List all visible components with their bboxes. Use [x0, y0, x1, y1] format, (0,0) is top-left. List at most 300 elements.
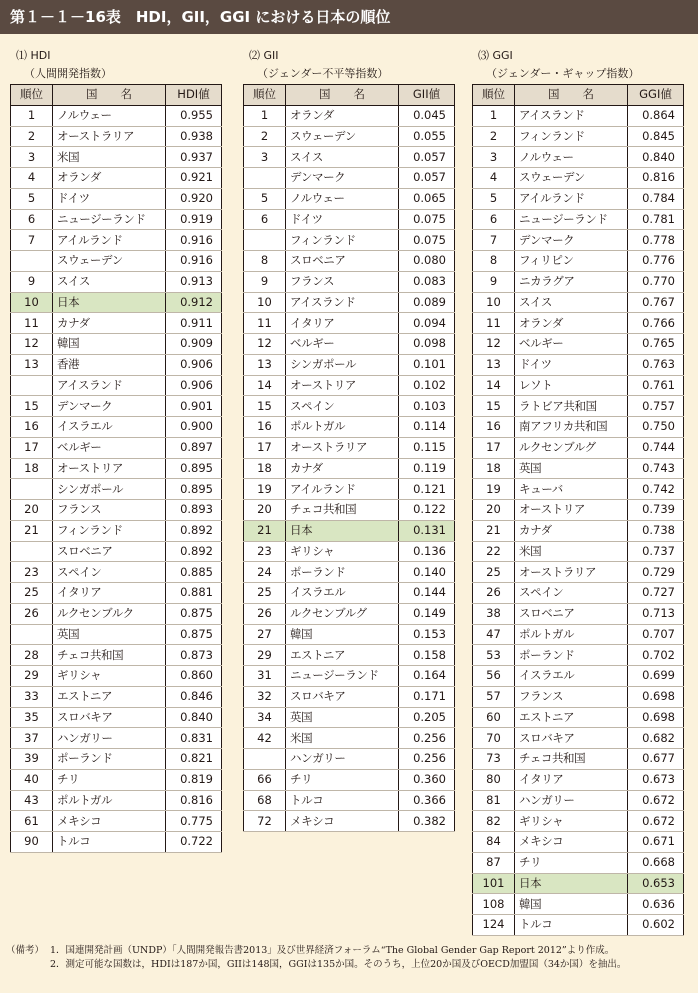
table-row [244, 147, 455, 168]
value-cell: 0.672 [628, 790, 684, 811]
rank-cell: 68 [244, 790, 286, 811]
country-cell: スロバキア [286, 686, 399, 707]
table-row [11, 769, 222, 790]
country-cell: オランダ [286, 105, 399, 126]
value-cell: 0.763 [628, 354, 684, 375]
rank-cell: 17 [473, 437, 515, 458]
country-cell: アイルランド [53, 230, 166, 251]
rank-cell: 13 [244, 354, 286, 375]
country-cell: オーストリア [53, 458, 166, 479]
value-cell: 0.916 [166, 230, 222, 251]
value-cell: 0.671 [628, 832, 684, 853]
table-header-row [473, 85, 684, 106]
page-title: 第１－１－16表 HDI，GII，GGI における日本の順位 [0, 0, 698, 34]
country-cell: エストニア [286, 645, 399, 666]
country-cell: チェコ共和国 [53, 645, 166, 666]
table-row [244, 271, 455, 292]
country-cell: オランダ [515, 313, 628, 334]
country-cell: スペイン [53, 562, 166, 583]
header-value: GII値 [399, 85, 455, 106]
value-cell: 0.816 [628, 168, 684, 189]
country-cell: オーストラリア [286, 437, 399, 458]
rank-cell: 9 [244, 271, 286, 292]
table-row [473, 603, 684, 624]
rank-cell: 13 [473, 354, 515, 375]
rank-cell [244, 230, 286, 251]
table-row [244, 728, 455, 749]
table-row [244, 354, 455, 375]
table-row-japan [473, 873, 684, 894]
country-cell: オーストラリア [53, 126, 166, 147]
country-cell: トルコ [286, 790, 399, 811]
country-cell: イスラエル [53, 417, 166, 438]
rank-cell: 29 [11, 666, 53, 687]
rank-cell: 3 [244, 147, 286, 168]
table-row [244, 562, 455, 583]
country-cell: アイスランド [53, 375, 166, 396]
value-cell: 0.698 [628, 707, 684, 728]
country-cell: フィンランド [53, 520, 166, 541]
table-row [11, 562, 222, 583]
table-row [244, 811, 455, 832]
value-cell: 0.906 [166, 354, 222, 375]
rank-cell: 25 [473, 562, 515, 583]
country-cell: 日本 [53, 292, 166, 313]
table-row [11, 313, 222, 334]
table-row [11, 749, 222, 770]
table-row [473, 375, 684, 396]
table-row [473, 666, 684, 687]
value-cell: 0.921 [166, 168, 222, 189]
gii-label: ⑵ GII [249, 49, 279, 62]
rank-cell: 18 [473, 458, 515, 479]
value-cell: 0.765 [628, 334, 684, 355]
value-cell: 0.131 [399, 520, 455, 541]
country-cell: ベルギー [53, 437, 166, 458]
rank-cell: 18 [11, 458, 53, 479]
rank-cell: 23 [244, 541, 286, 562]
table-row [11, 168, 222, 189]
country-cell: ハンガリー [286, 749, 399, 770]
rank-cell: 10 [244, 292, 286, 313]
value-cell: 0.055 [399, 126, 455, 147]
table-row [473, 520, 684, 541]
value-cell: 0.875 [166, 603, 222, 624]
table-row [473, 313, 684, 334]
country-cell: スロベニア [53, 541, 166, 562]
country-cell: チリ [515, 852, 628, 873]
rank-cell: 9 [473, 271, 515, 292]
table-row [473, 707, 684, 728]
table-row [11, 354, 222, 375]
table-row [11, 583, 222, 604]
value-cell: 0.911 [166, 313, 222, 334]
table-row [473, 251, 684, 272]
value-cell: 0.158 [399, 645, 455, 666]
rank-cell: 101 [473, 873, 515, 894]
value-cell: 0.153 [399, 624, 455, 645]
country-cell: スロベニア [286, 251, 399, 272]
rank-cell [244, 749, 286, 770]
value-cell: 0.895 [166, 479, 222, 500]
rank-cell: 34 [244, 707, 286, 728]
value-cell: 0.098 [399, 334, 455, 355]
country-cell: イスラエル [286, 583, 399, 604]
country-cell: オーストリア [286, 375, 399, 396]
country-cell: アイスランド [515, 105, 628, 126]
table-row [11, 707, 222, 728]
country-cell: ポーランド [286, 562, 399, 583]
value-cell: 0.102 [399, 375, 455, 396]
rank-cell: 11 [473, 313, 515, 334]
table-row [244, 603, 455, 624]
value-cell: 0.075 [399, 230, 455, 251]
rank-cell: 8 [473, 251, 515, 272]
country-cell: ベルギー [515, 334, 628, 355]
country-cell: ポーランド [53, 749, 166, 770]
rank-cell: 21 [473, 520, 515, 541]
rank-cell [11, 541, 53, 562]
value-cell: 0.767 [628, 292, 684, 313]
value-cell: 0.722 [166, 832, 222, 853]
country-cell: 香港 [53, 354, 166, 375]
country-cell: ラトビア共和国 [515, 396, 628, 417]
table-row [11, 147, 222, 168]
rank-cell: 15 [11, 396, 53, 417]
table-row [473, 894, 684, 915]
table-row [473, 686, 684, 707]
rank-cell: 4 [473, 168, 515, 189]
country-cell: チェコ共和国 [515, 749, 628, 770]
country-cell: フィリピン [515, 251, 628, 272]
table-row [11, 375, 222, 396]
value-cell: 0.144 [399, 583, 455, 604]
rank-cell: 73 [473, 749, 515, 770]
notes [6, 944, 696, 972]
value-cell: 0.360 [399, 769, 455, 790]
table-row [244, 251, 455, 272]
table-row [11, 603, 222, 624]
value-cell: 0.770 [628, 271, 684, 292]
rank-cell: 87 [473, 852, 515, 873]
header-country: 国 名 [53, 85, 166, 106]
value-cell: 0.840 [628, 147, 684, 168]
table-row [473, 624, 684, 645]
table-row [244, 437, 455, 458]
rank-cell: 42 [244, 728, 286, 749]
table-row [244, 666, 455, 687]
table-row [244, 624, 455, 645]
table-row [11, 105, 222, 126]
value-cell: 0.860 [166, 666, 222, 687]
gii-subtitle: （ジェンダー不平等指数） [257, 67, 389, 80]
table-row [473, 126, 684, 147]
country-cell: スロバキア [515, 728, 628, 749]
rank-cell: 14 [473, 375, 515, 396]
value-cell: 0.776 [628, 251, 684, 272]
value-cell: 0.713 [628, 603, 684, 624]
value-cell: 0.875 [166, 624, 222, 645]
country-cell: ギリシャ [286, 541, 399, 562]
value-cell: 0.653 [628, 873, 684, 894]
rank-cell: 80 [473, 769, 515, 790]
value-cell: 0.821 [166, 749, 222, 770]
value-cell: 0.602 [628, 915, 684, 936]
rank-cell: 27 [244, 624, 286, 645]
note-1 [6, 944, 696, 958]
rank-cell: 2 [11, 126, 53, 147]
value-cell: 0.636 [628, 894, 684, 915]
rank-cell: 11 [244, 313, 286, 334]
value-cell: 0.743 [628, 458, 684, 479]
rank-cell [11, 251, 53, 272]
table-row-japan [244, 520, 455, 541]
rank-cell: 1 [244, 105, 286, 126]
table-row [244, 458, 455, 479]
table-row [473, 645, 684, 666]
value-cell: 0.672 [628, 811, 684, 832]
value-cell: 0.778 [628, 230, 684, 251]
table-row [11, 437, 222, 458]
gii-table-body [244, 105, 455, 831]
rank-cell: 25 [244, 583, 286, 604]
value-cell: 0.781 [628, 209, 684, 230]
table-row [473, 105, 684, 126]
country-cell: フィンランド [286, 230, 399, 251]
value-cell: 0.737 [628, 541, 684, 562]
value-cell: 0.831 [166, 728, 222, 749]
country-cell: ノルウェー [53, 105, 166, 126]
rank-cell: 19 [244, 479, 286, 500]
country-cell: 日本 [515, 873, 628, 894]
table-row [11, 624, 222, 645]
table-row [473, 209, 684, 230]
country-cell: オーストリア [515, 500, 628, 521]
table-row [473, 354, 684, 375]
rank-cell: 66 [244, 769, 286, 790]
note-2-text: 2．測定可能な国数は，HDIは187か国，GIIは148国，GGIは135か国。そのうち，上位20か国及びOECD加盟国（34か国）を抽出。 [50, 959, 627, 970]
rank-cell: 2 [244, 126, 286, 147]
value-cell: 0.094 [399, 313, 455, 334]
country-cell: ノルウェー [286, 188, 399, 209]
country-cell: トルコ [53, 832, 166, 853]
value-cell: 0.673 [628, 769, 684, 790]
table-row [244, 479, 455, 500]
value-cell: 0.366 [399, 790, 455, 811]
table-row [473, 541, 684, 562]
value-cell: 0.256 [399, 728, 455, 749]
country-cell: スウェーデン [515, 168, 628, 189]
table-row [244, 334, 455, 355]
hdi-section [10, 48, 222, 853]
value-cell: 0.766 [628, 313, 684, 334]
value-cell: 0.699 [628, 666, 684, 687]
rank-cell: 17 [244, 437, 286, 458]
rank-cell: 24 [244, 562, 286, 583]
value-cell: 0.122 [399, 500, 455, 521]
rank-cell: 21 [11, 520, 53, 541]
country-cell: シンガポール [53, 479, 166, 500]
rank-cell: 32 [244, 686, 286, 707]
value-cell: 0.101 [399, 354, 455, 375]
rank-cell: 60 [473, 707, 515, 728]
country-cell: 英国 [53, 624, 166, 645]
table-row [11, 458, 222, 479]
country-cell: ポルトガル [286, 417, 399, 438]
rank-cell: 20 [244, 500, 286, 521]
country-cell: ルクセンブルク [53, 603, 166, 624]
rank-cell: 5 [11, 188, 53, 209]
value-cell: 0.075 [399, 209, 455, 230]
table-row [473, 915, 684, 936]
rank-cell: 1 [473, 105, 515, 126]
rank-cell: 26 [473, 583, 515, 604]
rank-cell: 6 [11, 209, 53, 230]
ggi-subtitle: （ジェンダー・ギャップ指数） [486, 67, 640, 80]
rank-cell: 38 [473, 603, 515, 624]
value-cell: 0.892 [166, 520, 222, 541]
country-cell: 米国 [53, 147, 166, 168]
rank-cell: 17 [11, 437, 53, 458]
table-row [11, 666, 222, 687]
value-cell: 0.057 [399, 147, 455, 168]
table-row [244, 168, 455, 189]
rank-cell: 16 [244, 417, 286, 438]
value-cell: 0.901 [166, 396, 222, 417]
rank-cell: 16 [473, 417, 515, 438]
rank-cell: 14 [244, 375, 286, 396]
value-cell: 0.080 [399, 251, 455, 272]
table-row [11, 541, 222, 562]
value-cell: 0.761 [628, 375, 684, 396]
table-row [244, 126, 455, 147]
country-cell: チェコ共和国 [286, 500, 399, 521]
rank-cell: 11 [11, 313, 53, 334]
country-cell: フランス [286, 271, 399, 292]
value-cell: 0.115 [399, 437, 455, 458]
table-row [473, 562, 684, 583]
value-cell: 0.057 [399, 168, 455, 189]
country-cell: デンマーク [286, 168, 399, 189]
country-cell: オーストラリア [515, 562, 628, 583]
ggi-table-body [473, 105, 684, 935]
country-cell: ハンガリー [53, 728, 166, 749]
country-cell: スイス [53, 271, 166, 292]
country-cell: フィンランド [515, 126, 628, 147]
value-cell: 0.784 [628, 188, 684, 209]
country-cell: スウェーデン [286, 126, 399, 147]
ggi-table [472, 84, 684, 936]
rank-cell: 56 [473, 666, 515, 687]
table-header-row [244, 85, 455, 106]
country-cell: キューバ [515, 479, 628, 500]
country-cell: シンガポール [286, 354, 399, 375]
value-cell: 0.881 [166, 583, 222, 604]
rank-cell: 1 [11, 105, 53, 126]
table-row [244, 583, 455, 604]
value-cell: 0.845 [628, 126, 684, 147]
table-row [11, 811, 222, 832]
rank-cell: 108 [473, 894, 515, 915]
rank-cell: 10 [473, 292, 515, 313]
country-cell: オランダ [53, 168, 166, 189]
rank-cell: 82 [473, 811, 515, 832]
table-row [11, 790, 222, 811]
country-cell: メキシコ [53, 811, 166, 832]
table-row [11, 334, 222, 355]
rank-cell: 6 [244, 209, 286, 230]
rank-cell: 35 [11, 707, 53, 728]
value-cell: 0.912 [166, 292, 222, 313]
country-cell: メキシコ [515, 832, 628, 853]
header-rank: 順位 [244, 85, 286, 106]
rank-cell: 124 [473, 915, 515, 936]
country-cell: ギリシャ [515, 811, 628, 832]
rank-cell: 37 [11, 728, 53, 749]
country-cell: ハンガリー [515, 790, 628, 811]
rank-cell: 84 [473, 832, 515, 853]
value-cell: 0.895 [166, 458, 222, 479]
table-row [473, 769, 684, 790]
value-cell: 0.920 [166, 188, 222, 209]
table-row [473, 852, 684, 873]
country-cell: スイス [286, 147, 399, 168]
value-cell: 0.846 [166, 686, 222, 707]
value-cell: 0.757 [628, 396, 684, 417]
value-cell: 0.698 [628, 686, 684, 707]
country-cell: チリ [53, 769, 166, 790]
table-row [473, 583, 684, 604]
value-cell: 0.727 [628, 583, 684, 604]
hdi-table-body [11, 105, 222, 852]
value-cell: 0.205 [399, 707, 455, 728]
rank-cell: 2 [473, 126, 515, 147]
value-cell: 0.668 [628, 852, 684, 873]
table-row [11, 832, 222, 853]
country-cell: メキシコ [286, 811, 399, 832]
country-cell: フランス [53, 500, 166, 521]
table-header-row [11, 85, 222, 106]
ggi-label: ⑶ GGI [478, 49, 513, 62]
table-row [11, 645, 222, 666]
country-cell: イタリア [515, 769, 628, 790]
value-cell: 0.938 [166, 126, 222, 147]
value-cell: 0.119 [399, 458, 455, 479]
country-cell: スペイン [515, 583, 628, 604]
country-cell: ドイツ [53, 188, 166, 209]
table-row [244, 375, 455, 396]
table-row [11, 126, 222, 147]
rank-cell: 57 [473, 686, 515, 707]
header-country: 国 名 [515, 85, 628, 106]
table-row [473, 271, 684, 292]
value-cell: 0.916 [166, 251, 222, 272]
country-cell: ニュージーランド [515, 209, 628, 230]
value-cell: 0.906 [166, 375, 222, 396]
table-row [473, 500, 684, 521]
country-cell: ポルトガル [515, 624, 628, 645]
country-cell: ニュージーランド [53, 209, 166, 230]
value-cell: 0.739 [628, 500, 684, 521]
value-cell: 0.065 [399, 188, 455, 209]
value-cell: 0.256 [399, 749, 455, 770]
hdi-subtitle: （人間開発指数） [24, 67, 112, 80]
country-cell: ポルトガル [53, 790, 166, 811]
country-cell: ニカラグア [515, 271, 628, 292]
header-value: GGI値 [628, 85, 684, 106]
rank-cell: 7 [11, 230, 53, 251]
table-row [473, 479, 684, 500]
